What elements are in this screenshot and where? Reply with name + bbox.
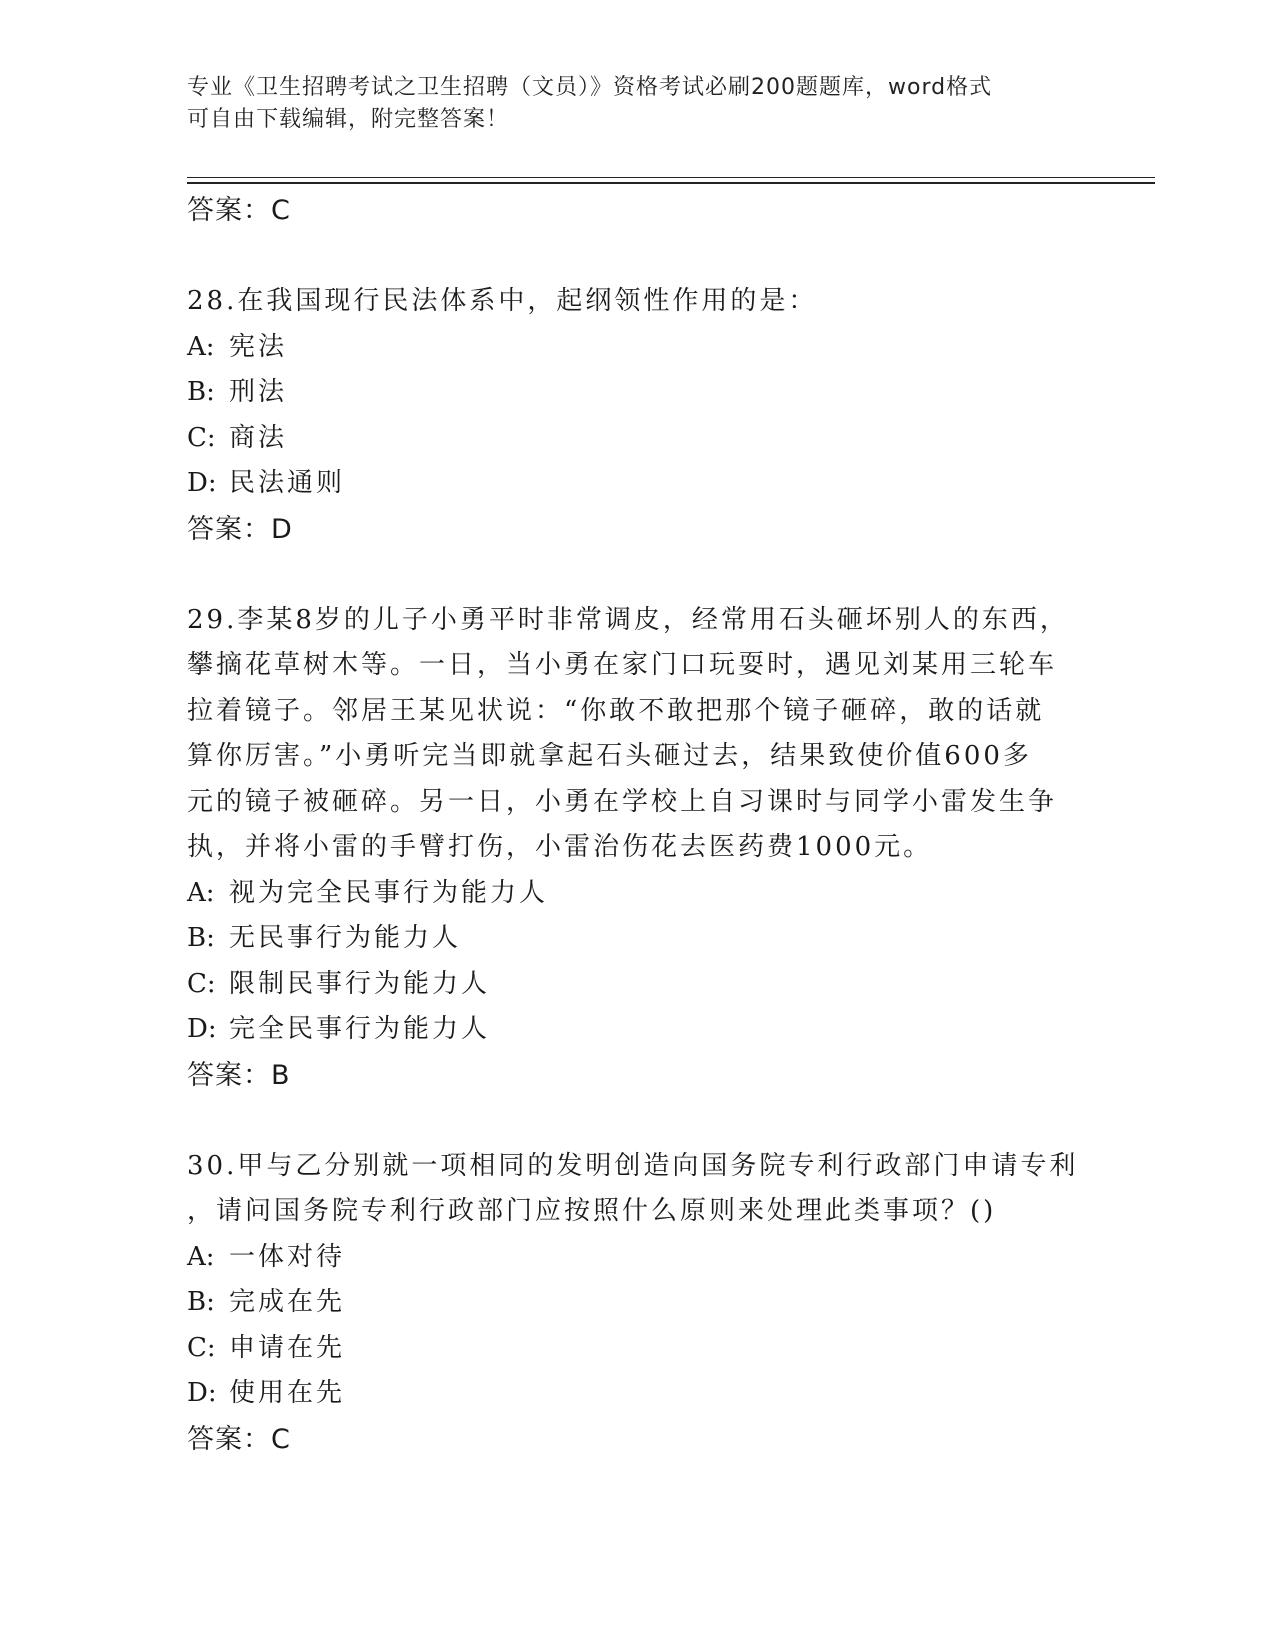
option-c: C: 商法	[187, 422, 288, 453]
option-d: D: 使用在先	[187, 1378, 346, 1408]
option-b: B: 完成在先	[187, 1287, 346, 1317]
option-d: D: 民法通则	[187, 468, 346, 498]
page-header	[187, 72, 1067, 136]
spacer	[187, 552, 1087, 598]
question-block	[187, 1144, 1087, 1463]
spacer	[187, 234, 1087, 280]
question-stem-line: ，请问国务院专利行政部门应按照什么原则来处理此类事项？()	[187, 1196, 997, 1226]
answer-label: 答案：D	[187, 513, 293, 545]
header-title-line-1: 专业《卫生招聘考试之卫生招聘（文员）》资格考试必刷200题题库，word格式	[187, 75, 993, 100]
option-b: B: 刑法	[187, 377, 288, 407]
question-stem-line: 算你厉害。”小勇听完当即就拿起石头砸过去，结果致使价值600多	[187, 741, 1032, 771]
answer-label: 答案：C	[187, 1423, 291, 1455]
question-stem-line: 拉着镜子。邻居王某见状说：“你敢不敢把那个镜子砸碎，敢的话就	[187, 695, 1045, 726]
answer-label: 答案：B	[187, 1059, 291, 1091]
question-stem-line: 执，并将小雷的手臂打伤，小雷治伤花去医药费1000元。	[187, 832, 933, 862]
header-divider-thin	[187, 177, 1155, 178]
question-block	[187, 279, 1087, 552]
spacer	[187, 1098, 1087, 1144]
option-b: B: 无民事行为能力人	[187, 923, 462, 953]
question-stem-line: 元的镜子被砸碎。另一日，小勇在学校上自习课时与同学小雷发生争	[187, 786, 1058, 817]
question-block	[187, 598, 1087, 1099]
question-stem: 28.在我国现行民法体系中，起纲领性作用的是：	[187, 286, 818, 316]
option-c: C: 限制民事行为能力人	[187, 968, 491, 999]
header-divider-thick	[187, 182, 1155, 184]
option-a: A: 宪法	[187, 331, 288, 362]
option-d: D: 完全民事行为能力人	[187, 1014, 491, 1044]
option-c: C: 申请在先	[187, 1332, 346, 1363]
option-a: A: 一体对待	[187, 1241, 346, 1272]
question-stem-line: 29.李某8岁的儿子小勇平时非常调皮，经常用石头砸坏别人的东西，	[187, 604, 1069, 635]
question-stem-line: 30.甲与乙分别就一项相同的发明创造向国务院专利行政部门申请专利	[187, 1150, 1079, 1181]
question-list	[187, 188, 1087, 1462]
header-title-line-2: 可自由下载编辑，附完整答案！	[187, 107, 510, 132]
option-a: A: 视为完全民事行为能力人	[187, 877, 549, 908]
previous-answer: 答案：C	[187, 195, 291, 226]
question-stem-line: 攀摘花草树木等。一日，当小勇在家门口玩耍时，遇见刘某用三轮车	[187, 650, 1058, 680]
